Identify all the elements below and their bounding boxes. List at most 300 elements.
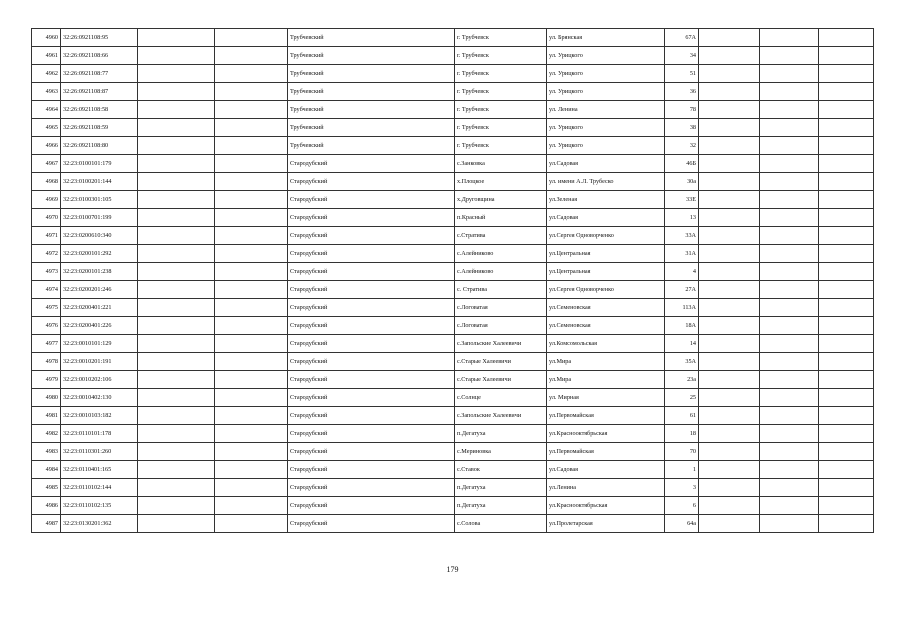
street-cell: ул. Урицкого xyxy=(547,137,665,155)
settlement-cell: с.Алейниково xyxy=(455,263,547,281)
empty-cell xyxy=(760,263,819,281)
row-number-cell: 4961 xyxy=(32,47,61,65)
house-number-cell: 70 xyxy=(665,443,699,461)
empty-cell xyxy=(215,335,288,353)
table-row xyxy=(32,101,874,119)
row-number-cell: 4981 xyxy=(32,407,61,425)
cadastral-number-cell: 32:26:0921108:87 xyxy=(61,83,138,101)
empty-cell xyxy=(138,281,215,299)
cadastral-number-cell: 32:26:0921108:58 xyxy=(61,101,138,119)
street-cell: ул.Первомайская xyxy=(547,443,665,461)
row-number-cell: 4982 xyxy=(32,425,61,443)
settlement-cell: с.Стратива xyxy=(455,227,547,245)
settlement-cell: с.Старые Халеевичи xyxy=(455,353,547,371)
row-number-cell: 4977 xyxy=(32,335,61,353)
house-number-cell: 34 xyxy=(665,47,699,65)
district-cell: Стародубский xyxy=(288,443,455,461)
cadastral-number-cell: 32:23:0110401:165 xyxy=(61,461,138,479)
row-number-cell: 4983 xyxy=(32,443,61,461)
settlement-cell: г. Трубчевск xyxy=(455,65,547,83)
empty-cell xyxy=(760,137,819,155)
empty-cell xyxy=(760,191,819,209)
street-cell: ул.Сергея Одноворченко xyxy=(547,227,665,245)
empty-cell xyxy=(760,299,819,317)
settlement-cell: с.Солнце xyxy=(455,389,547,407)
empty-cell xyxy=(138,317,215,335)
empty-cell xyxy=(215,497,288,515)
row-number-cell: 4971 xyxy=(32,227,61,245)
house-number-cell: 33А xyxy=(665,227,699,245)
page-number: 179 xyxy=(446,565,459,574)
table-row xyxy=(32,407,874,425)
row-number-cell: 4978 xyxy=(32,353,61,371)
district-cell: Трубчевский xyxy=(288,137,455,155)
cadastral-number-cell: 32:26:0921108:77 xyxy=(61,65,138,83)
street-cell: ул. Урицкого xyxy=(547,83,665,101)
empty-cell xyxy=(760,119,819,137)
district-cell: Стародубский xyxy=(288,227,455,245)
table-row xyxy=(32,173,874,191)
table-row xyxy=(32,65,874,83)
table-row xyxy=(32,353,874,371)
settlement-cell: г. Трубчевск xyxy=(455,83,547,101)
row-number-cell: 4985 xyxy=(32,479,61,497)
empty-cell xyxy=(760,65,819,83)
street-cell: ул.Садовая xyxy=(547,155,665,173)
empty-cell xyxy=(819,335,874,353)
empty-cell xyxy=(760,209,819,227)
street-cell: ул.Семеновская xyxy=(547,299,665,317)
empty-cell xyxy=(215,461,288,479)
house-number-cell: 31А xyxy=(665,245,699,263)
settlement-cell: с.Запольские Халеевичи xyxy=(455,335,547,353)
empty-cell xyxy=(819,299,874,317)
settlement-cell: х.Плоцкое xyxy=(455,173,547,191)
settlement-cell: г. Трубчевск xyxy=(455,47,547,65)
table-row xyxy=(32,209,874,227)
empty-cell xyxy=(138,137,215,155)
empty-cell xyxy=(138,155,215,173)
cadastral-number-cell: 32:23:0100701:199 xyxy=(61,209,138,227)
empty-cell xyxy=(215,371,288,389)
empty-cell xyxy=(699,479,760,497)
house-number-cell: 30а xyxy=(665,173,699,191)
house-number-cell: 14 xyxy=(665,335,699,353)
empty-cell xyxy=(699,515,760,533)
empty-cell xyxy=(699,191,760,209)
district-cell: Трубчевский xyxy=(288,83,455,101)
empty-cell xyxy=(699,137,760,155)
district-cell: Стародубский xyxy=(288,425,455,443)
empty-cell xyxy=(138,353,215,371)
row-number-cell: 4964 xyxy=(32,101,61,119)
empty-cell xyxy=(215,425,288,443)
empty-cell xyxy=(138,191,215,209)
cadastral-number-cell: 32:23:0110102:135 xyxy=(61,497,138,515)
empty-cell xyxy=(819,137,874,155)
district-cell: Стародубский xyxy=(288,497,455,515)
house-number-cell: 78 xyxy=(665,101,699,119)
settlement-cell: с.Старые Халеевичи xyxy=(455,371,547,389)
row-number-cell: 4960 xyxy=(32,29,61,47)
settlement-cell: п.Дегатуха xyxy=(455,479,547,497)
empty-cell xyxy=(819,173,874,191)
street-cell: ул.Зеленая xyxy=(547,191,665,209)
empty-cell xyxy=(819,209,874,227)
district-cell: Трубчевский xyxy=(288,65,455,83)
house-number-cell: 18 xyxy=(665,425,699,443)
street-cell: ул. Урицкого xyxy=(547,119,665,137)
district-cell: Стародубский xyxy=(288,515,455,533)
empty-cell xyxy=(760,407,819,425)
empty-cell xyxy=(138,515,215,533)
house-number-cell: 27А xyxy=(665,281,699,299)
empty-cell xyxy=(760,101,819,119)
row-number-cell: 4974 xyxy=(32,281,61,299)
empty-cell xyxy=(760,281,819,299)
district-cell: Стародубский xyxy=(288,335,455,353)
house-number-cell: 1 xyxy=(665,461,699,479)
empty-cell xyxy=(699,119,760,137)
table-row xyxy=(32,263,874,281)
house-number-cell: 64а xyxy=(665,515,699,533)
empty-cell xyxy=(215,299,288,317)
empty-cell xyxy=(215,209,288,227)
table-row xyxy=(32,191,874,209)
district-cell: Стародубский xyxy=(288,461,455,479)
table-row xyxy=(32,371,874,389)
empty-cell xyxy=(819,191,874,209)
empty-cell xyxy=(819,47,874,65)
table-row xyxy=(32,479,874,497)
cadastral-number-cell: 32:23:0200401:221 xyxy=(61,299,138,317)
table-row xyxy=(32,245,874,263)
table-row xyxy=(32,155,874,173)
table-row xyxy=(32,137,874,155)
empty-cell xyxy=(819,389,874,407)
row-number-cell: 4976 xyxy=(32,317,61,335)
empty-cell xyxy=(760,371,819,389)
street-cell: ул.Центральная xyxy=(547,245,665,263)
empty-cell xyxy=(819,317,874,335)
cadastral-number-cell: 32:23:0100201:144 xyxy=(61,173,138,191)
settlement-cell: п.Дегатуха xyxy=(455,425,547,443)
table-row xyxy=(32,389,874,407)
empty-cell xyxy=(138,245,215,263)
empty-cell xyxy=(215,47,288,65)
settlement-cell: с.Солова xyxy=(455,515,547,533)
street-cell: ул.Семеновская xyxy=(547,317,665,335)
cadastral-number-cell: 32:26:0921108:66 xyxy=(61,47,138,65)
house-number-cell: 25 xyxy=(665,389,699,407)
empty-cell xyxy=(699,173,760,191)
settlement-cell: г. Трубчевск xyxy=(455,137,547,155)
district-cell: Трубчевский xyxy=(288,119,455,137)
settlement-cell: г. Трубчевск xyxy=(455,119,547,137)
empty-cell xyxy=(138,29,215,47)
settlement-cell: с.Логоватая xyxy=(455,317,547,335)
empty-cell xyxy=(699,443,760,461)
empty-cell xyxy=(138,83,215,101)
empty-cell xyxy=(215,65,288,83)
empty-cell xyxy=(760,497,819,515)
empty-cell xyxy=(215,317,288,335)
empty-cell xyxy=(760,461,819,479)
row-number-cell: 4972 xyxy=(32,245,61,263)
row-number-cell: 4966 xyxy=(32,137,61,155)
empty-cell xyxy=(215,281,288,299)
empty-cell xyxy=(760,335,819,353)
cadastral-number-cell: 32:23:0010101:129 xyxy=(61,335,138,353)
empty-cell xyxy=(215,263,288,281)
empty-cell xyxy=(699,497,760,515)
empty-cell xyxy=(819,461,874,479)
house-number-cell: 35А xyxy=(665,353,699,371)
district-cell: Стародубский xyxy=(288,173,455,191)
table-row xyxy=(32,281,874,299)
empty-cell xyxy=(819,353,874,371)
house-number-cell: 18А xyxy=(665,317,699,335)
street-cell: ул. Брянская xyxy=(547,29,665,47)
empty-cell xyxy=(760,155,819,173)
empty-cell xyxy=(819,515,874,533)
empty-cell xyxy=(819,119,874,137)
empty-cell xyxy=(819,155,874,173)
house-number-cell: 6 xyxy=(665,497,699,515)
empty-cell xyxy=(138,209,215,227)
cadastral-number-cell: 32:26:0921108:59 xyxy=(61,119,138,137)
empty-cell xyxy=(699,227,760,245)
row-number-cell: 4969 xyxy=(32,191,61,209)
empty-cell xyxy=(215,173,288,191)
empty-cell xyxy=(699,407,760,425)
empty-cell xyxy=(215,407,288,425)
settlement-cell: с.Мериновка xyxy=(455,443,547,461)
cadastral-number-cell: 32:23:0110102:144 xyxy=(61,479,138,497)
house-number-cell: 36 xyxy=(665,83,699,101)
row-number-cell: 4973 xyxy=(32,263,61,281)
street-cell: ул.Краснооктябрьская xyxy=(547,497,665,515)
district-cell: Стародубский xyxy=(288,371,455,389)
empty-cell xyxy=(215,443,288,461)
street-cell: ул. Мирная xyxy=(547,389,665,407)
empty-cell xyxy=(215,227,288,245)
table-row xyxy=(32,515,874,533)
empty-cell xyxy=(699,461,760,479)
empty-cell xyxy=(215,119,288,137)
row-number-cell: 4965 xyxy=(32,119,61,137)
street-cell: ул.Садовая xyxy=(547,461,665,479)
empty-cell xyxy=(699,335,760,353)
cadastral-number-cell: 32:23:0200610:340 xyxy=(61,227,138,245)
district-cell: Стародубский xyxy=(288,209,455,227)
cadastral-number-cell: 32:23:0130201:362 xyxy=(61,515,138,533)
street-cell: ул.Первомайская xyxy=(547,407,665,425)
house-number-cell: 61 xyxy=(665,407,699,425)
empty-cell xyxy=(138,299,215,317)
registry-table xyxy=(31,28,874,533)
settlement-cell: г. Трубчевск xyxy=(455,29,547,47)
table-row xyxy=(32,335,874,353)
street-cell: ул. Ленина xyxy=(547,101,665,119)
empty-cell xyxy=(819,101,874,119)
empty-cell xyxy=(215,191,288,209)
empty-cell xyxy=(215,245,288,263)
empty-cell xyxy=(699,47,760,65)
empty-cell xyxy=(138,227,215,245)
empty-cell xyxy=(819,443,874,461)
table-row xyxy=(32,119,874,137)
row-number-cell: 4980 xyxy=(32,389,61,407)
empty-cell xyxy=(215,137,288,155)
empty-cell xyxy=(699,299,760,317)
empty-cell xyxy=(138,263,215,281)
cadastral-number-cell: 32:26:0921108:80 xyxy=(61,137,138,155)
empty-cell xyxy=(138,443,215,461)
street-cell: ул.Пролетарская xyxy=(547,515,665,533)
empty-cell xyxy=(760,317,819,335)
empty-cell xyxy=(819,281,874,299)
house-number-cell: 51 xyxy=(665,65,699,83)
settlement-cell: с.Запольские Халеевичи xyxy=(455,407,547,425)
empty-cell xyxy=(138,101,215,119)
table-row xyxy=(32,227,874,245)
empty-cell xyxy=(760,353,819,371)
house-number-cell: 23а xyxy=(665,371,699,389)
cadastral-number-cell: 32:23:0200401:226 xyxy=(61,317,138,335)
house-number-cell: 67А xyxy=(665,29,699,47)
empty-cell xyxy=(819,29,874,47)
cadastral-number-cell: 32:23:0110301:260 xyxy=(61,443,138,461)
cadastral-number-cell: 32:23:0010201:191 xyxy=(61,353,138,371)
district-cell: Стародубский xyxy=(288,389,455,407)
row-number-cell: 4963 xyxy=(32,83,61,101)
row-number-cell: 4970 xyxy=(32,209,61,227)
empty-cell xyxy=(138,47,215,65)
empty-cell xyxy=(819,263,874,281)
settlement-cell: п.Дегатуха xyxy=(455,497,547,515)
row-number-cell: 4986 xyxy=(32,497,61,515)
table-row xyxy=(32,443,874,461)
empty-cell xyxy=(215,515,288,533)
district-cell: Стародубский xyxy=(288,317,455,335)
empty-cell xyxy=(215,353,288,371)
empty-cell xyxy=(760,389,819,407)
district-cell: Стародубский xyxy=(288,353,455,371)
empty-cell xyxy=(819,83,874,101)
empty-cell xyxy=(760,245,819,263)
table-row xyxy=(32,497,874,515)
house-number-cell: 113А xyxy=(665,299,699,317)
cadastral-number-cell: 32:26:0921108:95 xyxy=(61,29,138,47)
cadastral-number-cell: 32:23:0200201:246 xyxy=(61,281,138,299)
cadastral-number-cell: 32:23:0100101:179 xyxy=(61,155,138,173)
empty-cell xyxy=(138,335,215,353)
table-row xyxy=(32,29,874,47)
street-cell: ул.Садовая xyxy=(547,209,665,227)
street-cell: ул.Краснооктябрьская xyxy=(547,425,665,443)
empty-cell xyxy=(699,281,760,299)
district-cell: Трубчевский xyxy=(288,101,455,119)
empty-cell xyxy=(138,479,215,497)
row-number-cell: 4967 xyxy=(32,155,61,173)
empty-cell xyxy=(819,371,874,389)
row-number-cell: 4987 xyxy=(32,515,61,533)
empty-cell xyxy=(699,101,760,119)
empty-cell xyxy=(819,425,874,443)
district-cell: Стародубский xyxy=(288,245,455,263)
empty-cell xyxy=(138,389,215,407)
house-number-cell: 3 xyxy=(665,479,699,497)
district-cell: Стародубский xyxy=(288,281,455,299)
empty-cell xyxy=(138,425,215,443)
cadastral-number-cell: 32:23:0010103:182 xyxy=(61,407,138,425)
empty-cell xyxy=(819,479,874,497)
empty-cell xyxy=(699,317,760,335)
empty-cell xyxy=(699,65,760,83)
empty-cell xyxy=(138,461,215,479)
empty-cell xyxy=(215,101,288,119)
settlement-cell: с.Занковка xyxy=(455,155,547,173)
table-row xyxy=(32,425,874,443)
empty-cell xyxy=(699,389,760,407)
settlement-cell: с.Ставок xyxy=(455,461,547,479)
empty-cell xyxy=(760,173,819,191)
empty-cell xyxy=(760,29,819,47)
empty-cell xyxy=(138,407,215,425)
empty-cell xyxy=(699,29,760,47)
empty-cell xyxy=(819,65,874,83)
street-cell: ул.Центральная xyxy=(547,263,665,281)
house-number-cell: 38 xyxy=(665,119,699,137)
street-cell: ул. имени А.Л. Трубеско xyxy=(547,173,665,191)
street-cell: ул. Урицкого xyxy=(547,47,665,65)
empty-cell xyxy=(699,245,760,263)
table-row xyxy=(32,317,874,335)
empty-cell xyxy=(819,407,874,425)
empty-cell xyxy=(699,209,760,227)
table-row xyxy=(32,83,874,101)
empty-cell xyxy=(760,515,819,533)
empty-cell xyxy=(138,119,215,137)
settlement-cell: с.Логоватая xyxy=(455,299,547,317)
empty-cell xyxy=(215,479,288,497)
street-cell: ул. Урицкого xyxy=(547,65,665,83)
empty-cell xyxy=(215,83,288,101)
empty-cell xyxy=(760,443,819,461)
empty-cell xyxy=(819,227,874,245)
empty-cell xyxy=(699,371,760,389)
district-cell: Стародубский xyxy=(288,407,455,425)
district-cell: Трубчевский xyxy=(288,47,455,65)
empty-cell xyxy=(215,389,288,407)
house-number-cell: 32 xyxy=(665,137,699,155)
empty-cell xyxy=(699,83,760,101)
settlement-cell: с. Стратива xyxy=(455,281,547,299)
street-cell: ул.Ленина xyxy=(547,479,665,497)
table-row xyxy=(32,47,874,65)
house-number-cell: 33Е xyxy=(665,191,699,209)
empty-cell xyxy=(819,497,874,515)
street-cell: ул.Мира xyxy=(547,353,665,371)
empty-cell xyxy=(699,263,760,281)
street-cell: ул.Комсомольская xyxy=(547,335,665,353)
empty-cell xyxy=(760,83,819,101)
empty-cell xyxy=(760,479,819,497)
settlement-cell: г. Трубчевск xyxy=(455,101,547,119)
table-row xyxy=(32,299,874,317)
house-number-cell: 46Б xyxy=(665,155,699,173)
